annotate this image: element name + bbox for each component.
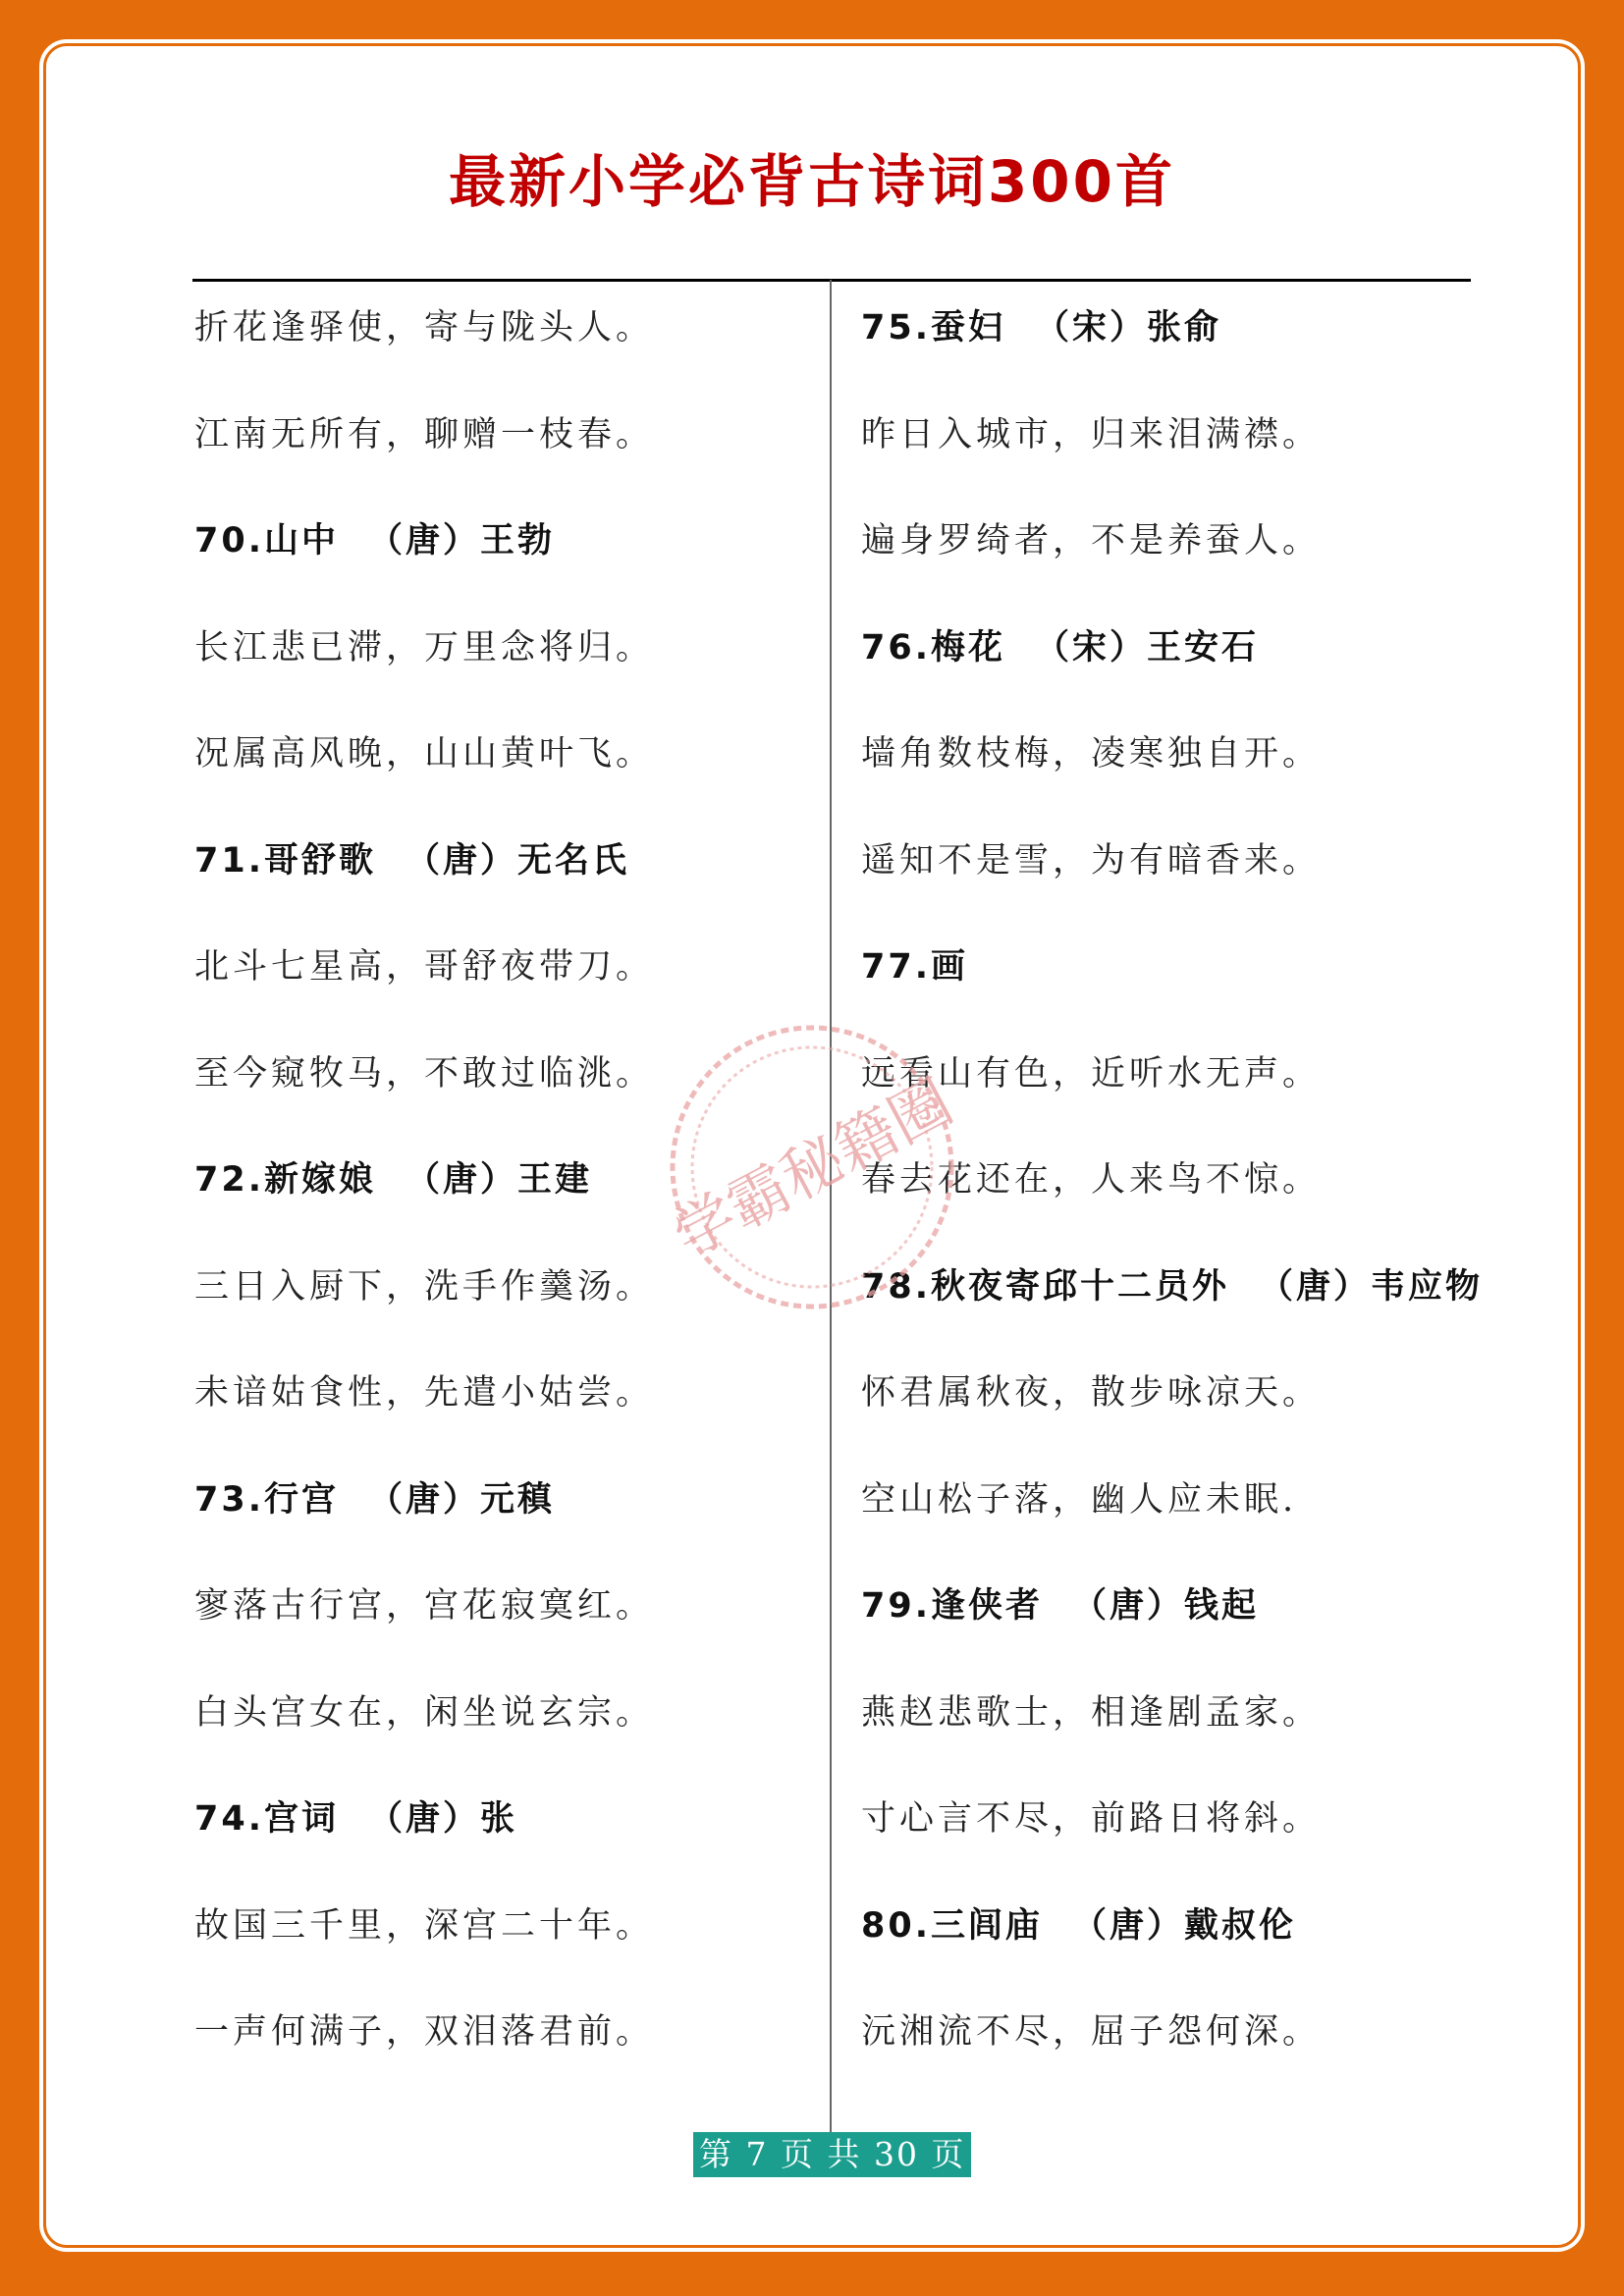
poem-verse-line: 一声何满子，双泪落君前。 bbox=[194, 2012, 655, 2052]
poem-verse-line: 寸心言不尽，前路日将斜。 bbox=[861, 1799, 1322, 1839]
poem-verse-line: 北斗七星高，哥舒夜带刀。 bbox=[194, 947, 655, 987]
poem-author: （宋）王安石 bbox=[1035, 627, 1260, 667]
column-divider bbox=[830, 280, 832, 2135]
poem-verse-line: 未谙姑食性，先遣小姑尝。 bbox=[194, 1373, 655, 1413]
poem-verse-line: 空山松子落，幽人应未眠. bbox=[861, 1479, 1298, 1520]
poem-number: 71. bbox=[194, 840, 265, 881]
poem-title: 新嫁娘 bbox=[264, 1160, 377, 1200]
poem-verse-line: 折花逢驿使，寄与陇头人。 bbox=[194, 308, 655, 347]
poem-verse-line: 白头宫女在，闲坐说玄宗。 bbox=[194, 1692, 655, 1733]
poem-verse-line: 遥知不是雪，为有暗香来。 bbox=[861, 840, 1322, 881]
poem-title: 哥舒歌 bbox=[264, 840, 377, 881]
poem-verse-line: 燕赵悲歌士，相逢剧孟家。 bbox=[861, 1692, 1322, 1733]
document-title: 最新小学必背古诗词300首 bbox=[448, 148, 1176, 215]
poem-title: 蚕妇 bbox=[931, 308, 1006, 347]
poem-author: （宋）张俞 bbox=[1035, 308, 1222, 347]
poem-title: 梅花 bbox=[931, 627, 1006, 667]
watermark-text: 学霸秘籍圈 bbox=[661, 1065, 964, 1272]
poem-verse-line: 怀君属秋夜，散步咏凉天。 bbox=[861, 1373, 1322, 1413]
poem-heading bbox=[861, 306, 1221, 349]
poem-number: 70. bbox=[194, 521, 265, 561]
poem-title: 行宫 bbox=[264, 1479, 340, 1520]
poem-author: （唐）张 bbox=[368, 1799, 518, 1839]
poem-number: 80. bbox=[861, 1905, 932, 1946]
poem-author: （唐）戴叔伦 bbox=[1072, 1905, 1297, 1946]
poem-number: 75. bbox=[861, 308, 932, 347]
poem-number: 74. bbox=[194, 1799, 265, 1839]
poem-verse-line: 长江悲已滞，万里念将归。 bbox=[194, 627, 655, 667]
poem-verse-line: 至今窥牧马，不敢过临洮。 bbox=[194, 1053, 655, 1094]
poem-title: 三闾庙 bbox=[931, 1905, 1044, 1946]
poem-verse-line: 江南无所有，聊赠一枝春。 bbox=[194, 414, 655, 454]
poem-number: 72. bbox=[194, 1160, 265, 1200]
poem-author: （唐）王建 bbox=[406, 1160, 593, 1200]
poem-number: 79. bbox=[861, 1586, 932, 1626]
poem-verse-line: 遍身罗绮者，不是养蚕人。 bbox=[861, 521, 1322, 561]
page-number-label: 第 7 页 共 30 页 bbox=[693, 2132, 971, 2177]
poem-title: 秋夜寄邱十二员外 bbox=[931, 1266, 1230, 1307]
poem-number: 73. bbox=[194, 1479, 265, 1520]
poem-number: 76. bbox=[861, 627, 932, 667]
poem-heading bbox=[194, 1478, 555, 1522]
poem-author: （唐）无名氏 bbox=[406, 840, 630, 881]
poem-heading bbox=[861, 1265, 1483, 1308]
poem-title: 宫词 bbox=[264, 1799, 340, 1839]
poem-title: 画 bbox=[931, 947, 969, 987]
poem-author: （唐）韦应物 bbox=[1259, 1266, 1484, 1307]
poem-verse-line: 昨日入城市，归来泪满襟。 bbox=[861, 414, 1322, 454]
poem-heading bbox=[194, 519, 555, 562]
title-divider bbox=[192, 279, 1471, 282]
poem-author: （唐）王勃 bbox=[368, 521, 556, 561]
poem-heading bbox=[861, 626, 1259, 669]
poem-heading bbox=[861, 1584, 1259, 1628]
poem-verse-line: 远看山有色，近听水无声。 bbox=[861, 1053, 1322, 1094]
poem-heading bbox=[194, 1158, 592, 1201]
poem-author: （唐）钱起 bbox=[1072, 1586, 1260, 1626]
poem-verse-line: 墙角数枝梅，凌寒独自开。 bbox=[861, 734, 1322, 774]
poem-verse-line: 沅湘流不尽，屈子怨何深。 bbox=[861, 2012, 1322, 2052]
poem-verse-line: 故国三千里，深宫二十年。 bbox=[194, 1905, 655, 1946]
poem-verse-line: 春去花还在，人来鸟不惊。 bbox=[861, 1160, 1322, 1200]
poem-heading bbox=[861, 1904, 1296, 1948]
poem-verse-line: 三日入厨下，洗手作羹汤。 bbox=[194, 1266, 655, 1307]
poem-title: 山中 bbox=[264, 521, 340, 561]
poem-number: 78. bbox=[861, 1266, 932, 1307]
poem-author: （唐）元稹 bbox=[368, 1479, 556, 1520]
poem-heading bbox=[194, 839, 629, 882]
poem-verse-line: 寥落古行宫，宫花寂寞红。 bbox=[194, 1586, 655, 1626]
poem-heading bbox=[194, 1797, 517, 1841]
poem-verse-line: 况属高风晚，山山黄叶飞。 bbox=[194, 734, 655, 774]
poem-title: 逢侠者 bbox=[931, 1586, 1044, 1626]
poem-number: 77. bbox=[861, 947, 932, 987]
poem-heading bbox=[861, 945, 968, 988]
